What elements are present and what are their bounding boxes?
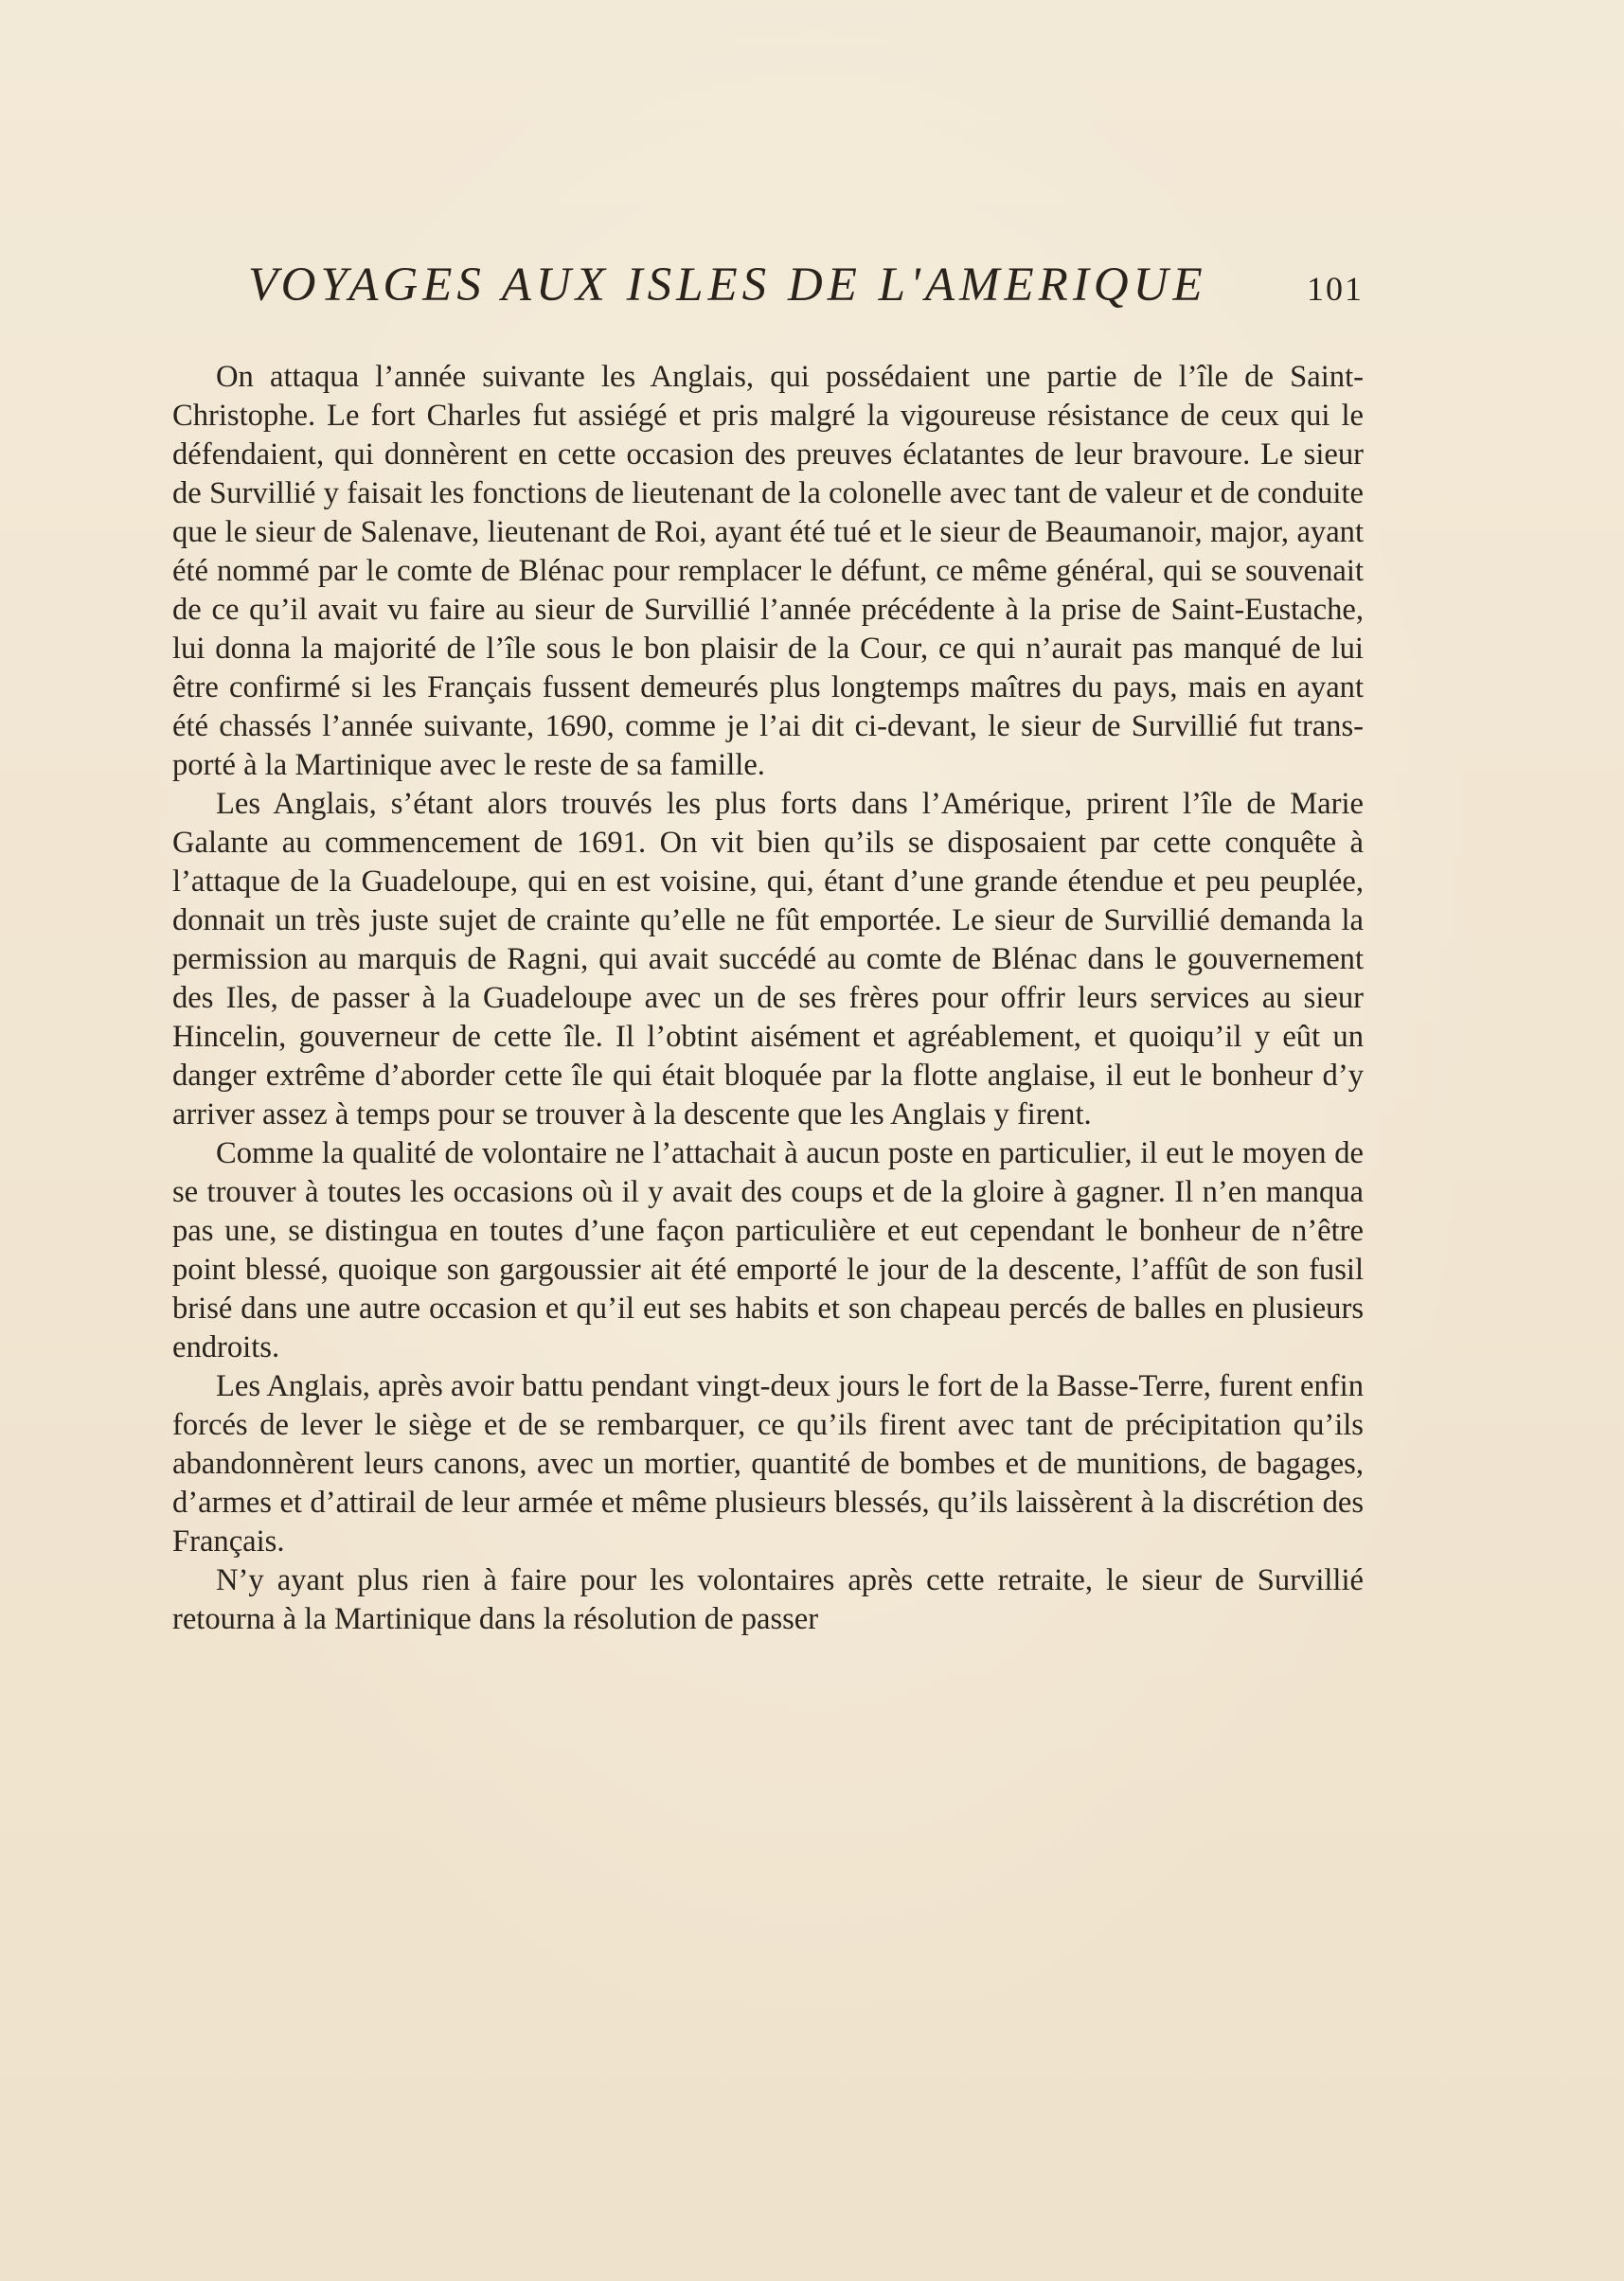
page-number: 101 [1307,270,1364,308]
paragraph: Les Anglais, après avoir battu pendant vingt-deux jours le fort de la Basse-Terre, furent enfin forcés de lever le siège et de se rembarquer, ce qu’ils firent avec tant de précipitation qu’ils abandonnèrent leurs canons, avec un mortier, quantité de bombes et de munitions, de bagages, d’armes et d’attirail de leur armée et même plusieurs blessés, qu’ils laissèrent à la discrétion des Français. [172,1369,1364,1559]
paragraph: N’y ayant plus rien à faire pour les volontaires après cette retraite, le sieur de Survillié retourna à la Martinique dans la résolution de passer [172,1563,1364,1636]
paragraph: On attaqua l’année suivante les Anglais, qui possédaient une partie de l’île de Saint-Christophe. Le fort Charles fut assiégé et pris malgré la vigoureuse résistance de ceux qui le défendaient, qui donnèrent en cette occasion des preuves éclatantes de leur bravoure. Le sieur de Survillié y faisait les fonctions de lieutenant de la colonelle avec tant de valeur et de conduite que le sieur de Salenave, lieutenant de Roi, ayant été tué et le sieur de Beaumanoir, major, ayant été nommé par le comte de Blénac pour remplacer le défunt, ce même général, qui se souvenait de ce qu’il avait vu faire au sieur de Survillié l’année précédente à la prise de Saint-Eustache, lui donna la majorité de l’île sous le bon plaisir de la Cour, ce qui n’aurait pas manqué de lui être confirmé si les Français fussent demeurés plus longtemps maîtres du pays, mais en ayant été chassés l’année suivante, 1690, comme je l’ai dit ci-devant, le sieur de Survillié fut transporté à la Martinique avec le reste de sa famille. [172,360,1364,782]
paragraph: Comme la qualité de volontaire ne l’attachait à aucun poste en particulier, il eut le moyen de se trouver à toutes les occasions où il y avait des coups et de la gloire à gagner. Il n’en manqua pas une, se distingua en toutes d’une façon particulière et eut cependant le bonheur de n’être point blessé, quoique son gargoussier ait été emporté le jour de la descente, l’affût de son fusil brisé dans une autre occasion et qu’il eut ses habits et son chapeau percés de balles en plusieurs endroits. [172,1136,1364,1364]
running-head [248,248,1364,324]
paragraph: Les Anglais, s’étant alors trouvés les plus forts dans l’Amérique, prirent l’île de Marie Galante au commencement de 1691. On vit bien qu’ils se disposaient par cette conquête à l’attaque de la Guadeloupe, qui en est voisine, qui, étant d’une grande étendue et peu peuplée, donnait un très juste sujet de crainte qu’elle ne fût emportée. Le sieur de Survillié demanda la permission au marquis de Ragni, qui avait succédé au comte de Blénac dans le gouvernement des Iles, de passer à la Guadeloupe avec un de ses frères pour offrir leurs services au sieur Hincelin, gouverneur de cette île. Il l’obtint aisément et agréablement, et quoiqu’il y eût un danger extrême d’aborder cette île qui était bloquée par la flotte anglaise, il eut le bonheur d’y arriver assez à temps pour se trouver à la descente que les Anglais y firent. [172,787,1364,1132]
body-text [172,358,1364,1639]
running-title: VOYAGES AUX ISLES DE L'AMERIQUE [248,258,1207,312]
